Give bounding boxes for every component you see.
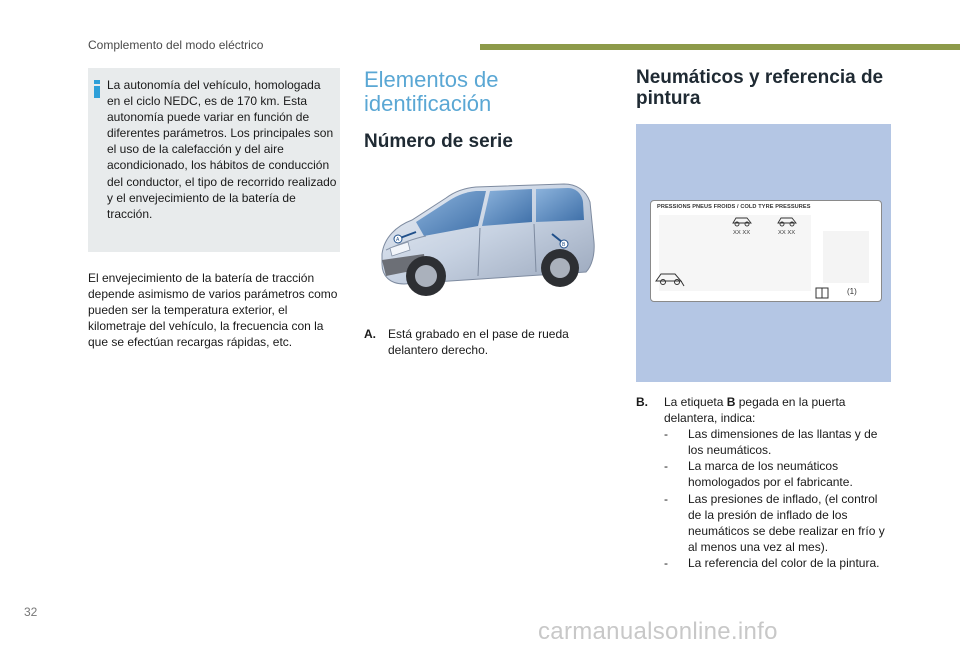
caption-b (636, 394, 892, 571)
car-front-icon (731, 214, 753, 228)
tyres-paint-heading: Neumáticos y referencia de pintura (636, 67, 884, 109)
list-item: - La referencia del color de la pintura. (664, 555, 880, 570)
caption-a (364, 326, 604, 358)
watermark: carmanualsonline.info (538, 618, 778, 645)
caption-b-letter: B. (636, 395, 648, 409)
tyre-label-code-box (823, 231, 869, 283)
section-label: Complemento del modo eléctrico (88, 38, 264, 52)
page-number: 32 (24, 605, 38, 619)
van-image (364, 168, 604, 308)
tyre-rear-values: XX XX (778, 230, 796, 236)
marker-b-label: B (562, 242, 566, 248)
battery-aging-paragraph: El envejecimiento de la batería de tracción depende asimismo de varios parámetros como pueden ser la temperatura exterior, el kilometraje del vehículo, la frecuencia con la que se efectúan recargas rápidas, etc. (88, 271, 338, 350)
vehicle-load-icon (653, 267, 687, 289)
list-item: - Las presiones de inflado, (el control de la presión de inflado de los neumáticos se debe realizar en frío y al menos una vez al mes). (664, 491, 885, 554)
tyre-label-title: PRESSIONS PNEUS FROIDS / COLD TYRE PRESSURES (657, 204, 811, 210)
caption-b-intro-before: La etiqueta (664, 395, 727, 409)
info-box-text: La autonomía del vehículo, homologada en el ciclo NEDC, es de 170 km. Esta autonomía puede variar en función de diferentes parámetros. Los principales son el uso de la calefacción y del aire acondicionado, los hábitos de conducción del conductor, el tipo de recorrido realizado y el envejecimiento de la batería de tracción. (107, 78, 337, 221)
caption-b-list (636, 426, 892, 571)
caption-b-intro-after: pegada en la puerta delantera, indica: (664, 395, 846, 426)
identification-title: Elementos de identificación (364, 67, 499, 116)
caption-a-text: Está grabado en el pase de rueda delantero derecho. (388, 327, 569, 358)
tyre-front-values: XX XX (733, 230, 751, 236)
caption-b-intro-bold: B (726, 395, 736, 409)
header-accent-bar (480, 44, 960, 50)
list-item: - Las dimensiones de las llantas y de los neumáticos. (664, 427, 878, 458)
serial-number-heading: Número de serie (364, 131, 513, 152)
caption-b-intro (664, 394, 892, 426)
list-item: - La marca de los neumáticos homologados por el fabricante. (664, 459, 853, 490)
manual-book-icon (815, 287, 831, 299)
car-rear-icon (776, 214, 798, 228)
marker-a-label: A (396, 237, 400, 243)
info-icon (94, 80, 100, 98)
tyre-pressure-label (650, 200, 882, 302)
caption-a-letter: A. (364, 327, 376, 341)
tyre-label-ref: (1) (847, 287, 857, 296)
vehicle-illustration (364, 168, 604, 308)
